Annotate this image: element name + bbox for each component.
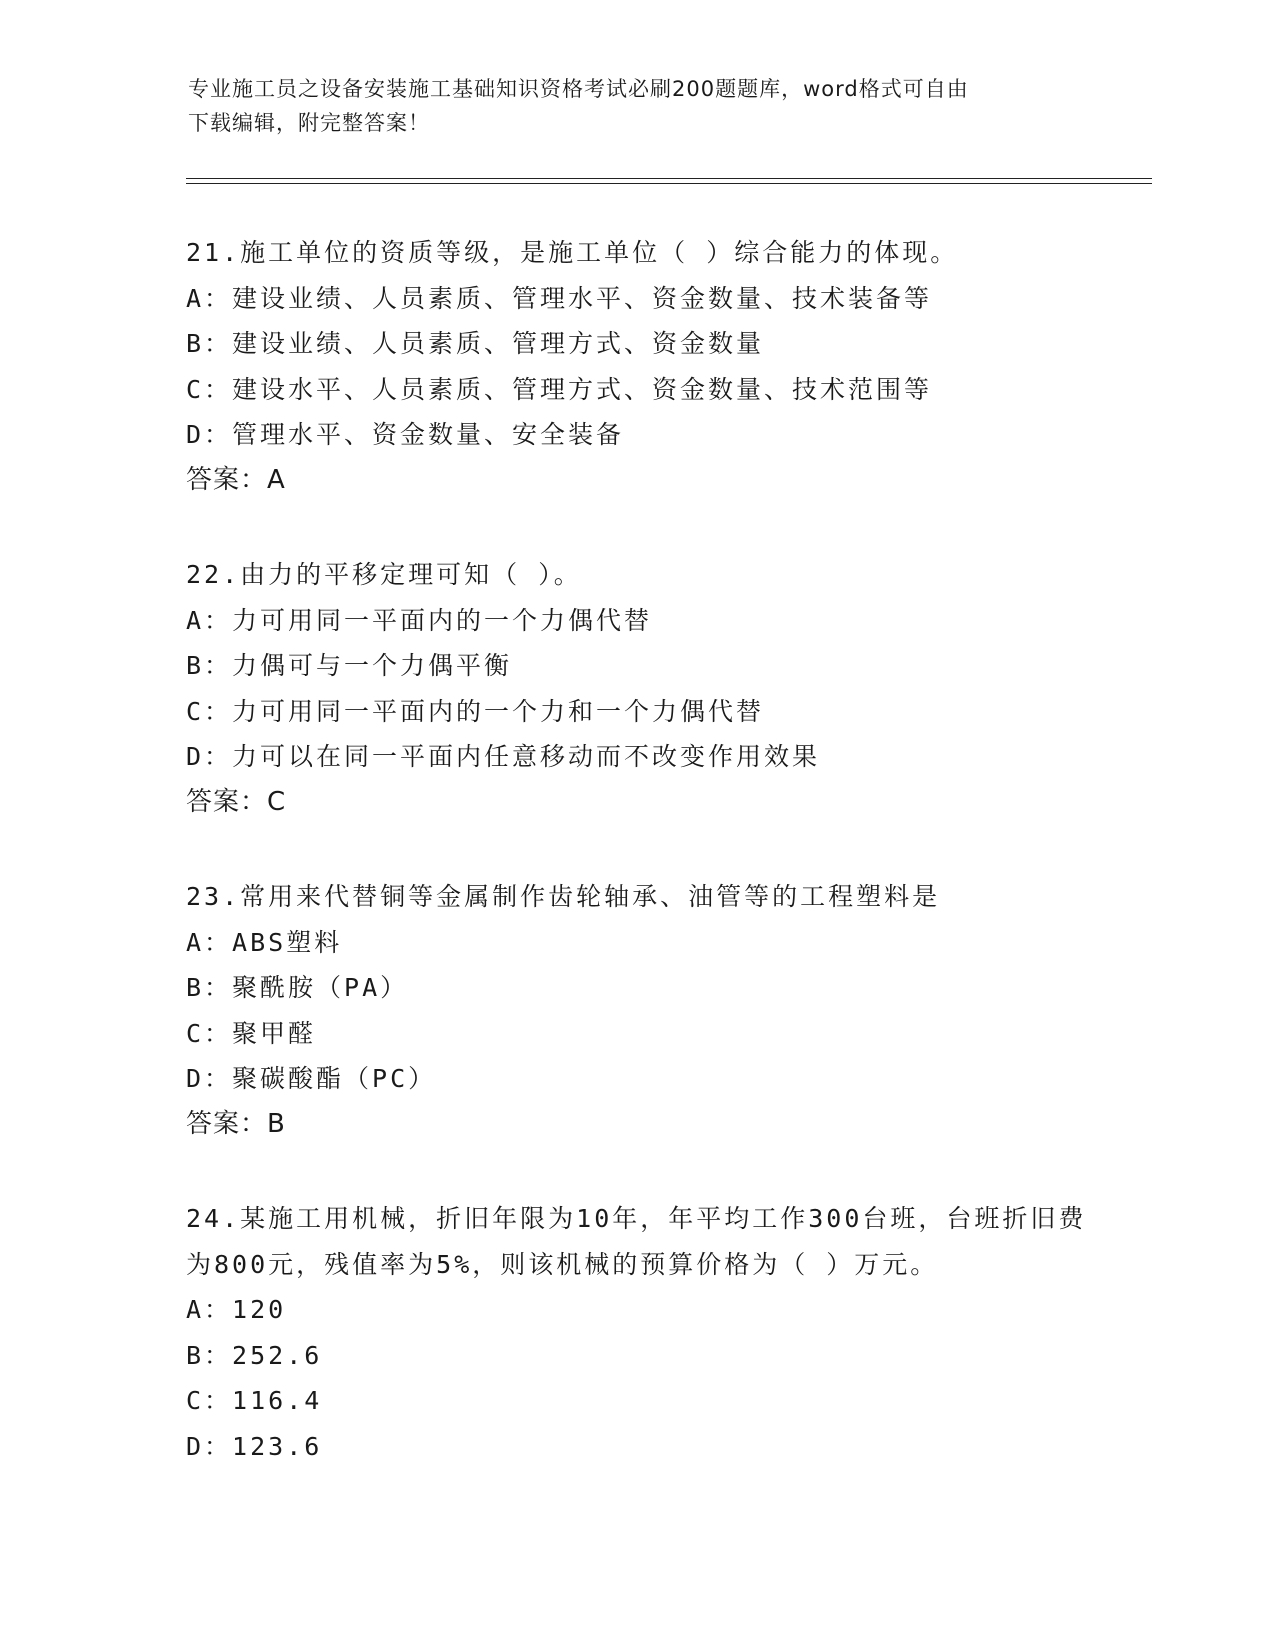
option-b: B：聚酰胺（PA） — [186, 973, 409, 1002]
answer: 答案：A — [186, 464, 286, 495]
option-c: C：聚甲醛 — [186, 1018, 317, 1048]
option-b: B：252.6 — [186, 1340, 323, 1370]
option-d: D：123.6 — [186, 1431, 323, 1461]
option-b: B：建设业绩、人员素质、管理方式、资金数量 — [186, 329, 765, 358]
option-d: D：聚碳酸酯（PC） — [186, 1064, 437, 1093]
answer: 答案：C — [186, 786, 287, 817]
question-stem: 21.施工单位的资质等级，是施工单位（ ）综合能力的体现。 — [186, 238, 959, 267]
option-b: B：力偶可与一个力偶平衡 — [186, 651, 513, 680]
answer: 答案：B — [186, 1108, 286, 1139]
question-stem: 23.常用来代替铜等金属制作齿轮轴承、油管等的工程塑料是 — [186, 882, 941, 911]
header-rule-top — [186, 178, 1152, 179]
option-d: D：管理水平、资金数量、安全装备 — [186, 420, 625, 449]
question-stem: 24.某施工用机械，折旧年限为10年，年平均工作300台班，台班折旧费为800元，残值率为5%，则该机械的预算价格为（ ）万元。 — [186, 1204, 1087, 1279]
option-c: C：116.4 — [186, 1386, 323, 1415]
option-d: D：力可以在同一平面内任意移动而不改变作用效果 — [186, 742, 821, 771]
question-stem: 22.由力的平移定理可知（ ）。 — [186, 560, 582, 589]
option-c: C：建设水平、人员素质、管理方式、资金数量、技术范围等 — [186, 374, 933, 404]
option-a: A：ABS塑料 — [186, 927, 343, 957]
header-line-2: 下载编辑，附完整答案！ — [188, 111, 430, 135]
header-rule-bottom — [186, 183, 1152, 184]
header-line-1: 专业施工员之设备安装施工基础知识资格考试必刷200题题库，word格式可自由 — [188, 77, 969, 101]
question-24 — [186, 1196, 1106, 1469]
question-22 — [186, 552, 1106, 825]
option-a: A：力可用同一平面内的一个力偶代替 — [186, 605, 653, 635]
question-21 — [186, 230, 1106, 503]
question-23 — [186, 874, 1106, 1147]
option-a: A：120 — [186, 1295, 287, 1324]
option-c: C：力可用同一平面内的一个力和一个力偶代替 — [186, 696, 765, 726]
option-a: A：建设业绩、人员素质、管理水平、资金数量、技术装备等 — [186, 283, 933, 313]
document-header — [188, 72, 1088, 140]
